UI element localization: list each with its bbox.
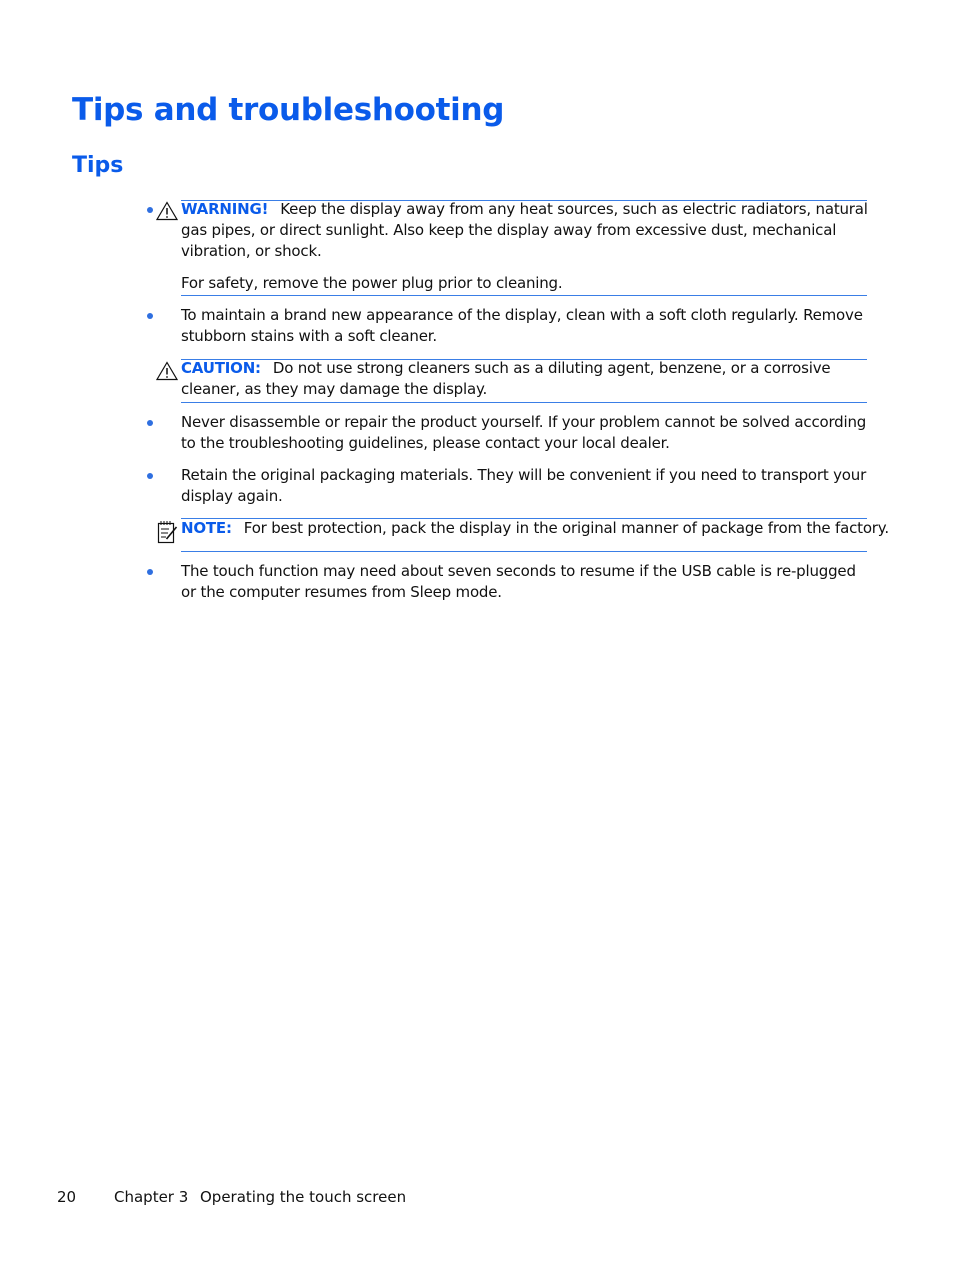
warning-extra-text: For safety, remove the power plug prior to cleaning.: [181, 274, 563, 292]
warning-triangle-icon: [156, 201, 178, 225]
footer-chapter-title: Operating the touch screen: [200, 1188, 407, 1206]
caution-text: Do not use strong cleaners such as a diluting agent, benzene, or a corrosive cleaner, as they may damage the display.: [181, 359, 831, 398]
caution-block: [181, 358, 841, 400]
note-text: For best protection, pack the display in the original manner of package from the factory.: [243, 519, 889, 537]
section-title-tips: Tips: [72, 153, 124, 178]
bullet-maintain-text: To maintain a brand new appearance of the display, clean with a soft cloth regularly. Remove stubborn stains with a soft cleaner.: [181, 306, 863, 345]
bullet-disassemble: [147, 420, 153, 426]
footer-page-number: 20: [57, 1188, 77, 1206]
note-label: NOTE:: [181, 519, 232, 537]
bullet-warning: [147, 207, 153, 213]
caution-label: CAUTION:: [181, 359, 261, 377]
caution-bottom-rule: [181, 402, 867, 403]
bullet-disassemble-text: Never disassemble or repair the product yourself. If your problem cannot be solved according to the troubleshooting guidelines, please contact your local dealer.: [181, 413, 867, 452]
footer-chapter: Chapter 3: [114, 1188, 189, 1206]
bullet-packaging: [147, 473, 153, 479]
note-bottom-rule: [181, 551, 867, 552]
note-pad-icon: [157, 519, 179, 549]
warning-block: [181, 199, 871, 262]
warning-bottom-rule: [181, 295, 867, 296]
bullet-maintain: [147, 313, 153, 319]
page-title: Tips and troubleshooting: [72, 92, 505, 128]
bullet-packaging-text: Retain the original packaging materials. They will be convenient if you need to transport your display again.: [181, 466, 867, 505]
warning-label: WARNING!: [181, 200, 269, 218]
caution-triangle-icon: [156, 361, 178, 385]
warning-text: Keep the display away from any heat sources, such as electric radiators, natural gas pipes, or direct sunlight. Also keep the display away from excessive dust, mechanical vibration, or shock.: [181, 200, 868, 260]
bullet-touch: [147, 569, 153, 575]
note-block: [181, 518, 889, 539]
bullet-touch-text: The touch function may need about seven seconds to resume if the USB cable is re-plugged or the computer resumes from Sleep mode.: [181, 562, 856, 601]
